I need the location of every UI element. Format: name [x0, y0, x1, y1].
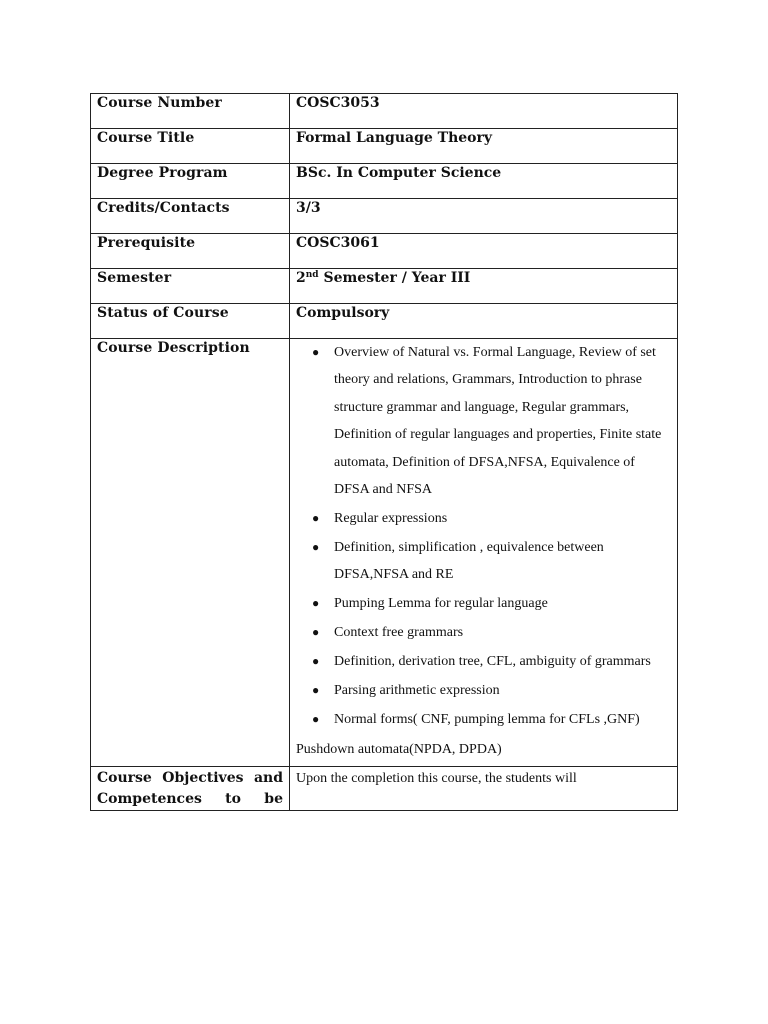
semester-number: 2	[296, 270, 306, 286]
degree-program-label: Degree Program	[91, 164, 290, 199]
status-of-course-label: Status of Course	[91, 304, 290, 339]
list-item	[312, 677, 671, 704]
list-item-text: Definition, derivation tree, CFL, ambiguity of grammars	[334, 654, 651, 670]
list-item-text: Regular expressions	[334, 511, 448, 527]
prerequisite-row	[91, 234, 678, 269]
course-title-row	[91, 129, 678, 164]
list-item	[312, 706, 671, 733]
semester-ordinal-suffix: nd	[305, 270, 319, 280]
credits-contacts-value: 3/3	[290, 199, 678, 234]
semester-row	[91, 269, 678, 304]
bullet-icon: ●	[312, 683, 320, 698]
list-item	[312, 505, 671, 532]
course-info-table	[90, 93, 678, 811]
list-item	[312, 590, 671, 617]
status-of-course-value: Compulsory	[290, 304, 678, 339]
bullet-icon: ●	[312, 625, 320, 640]
bullet-icon: ●	[312, 540, 320, 555]
course-title-label: Course Title	[91, 129, 290, 164]
course-objectives-row	[91, 766, 678, 810]
course-objectives-label: Course Objectives and Competences to be	[91, 766, 290, 810]
list-item	[312, 648, 671, 675]
course-description-list	[296, 339, 671, 734]
list-item-text: Overview of Natural vs. Formal Language, Review of set theory and relations, Grammars, Introduction to phrase structure grammar and language, Regular grammars, Definition of regular languages and properties, Finite state automata, Definition of DFSA,NFSA, Equivalence of DFSA and NFSA	[334, 345, 662, 498]
list-item	[312, 339, 671, 503]
prerequisite-label: Prerequisite	[91, 234, 290, 269]
semester-rest: Semester / Year III	[318, 270, 471, 286]
bullet-icon: ●	[312, 345, 320, 359]
status-of-course-row	[91, 304, 678, 339]
bullet-icon: ●	[312, 511, 320, 526]
bullet-icon: ●	[312, 654, 320, 669]
list-item-text: Context free grammars	[334, 625, 464, 641]
bullet-icon: ●	[312, 596, 320, 611]
course-description-row	[91, 339, 678, 767]
prerequisite-value: COSC3061	[290, 234, 678, 269]
list-item-text: Definition, simplification , equivalence between DFSA,NFSA and RE	[334, 540, 604, 583]
course-description-trailing: Pushdown automata(NPDA, DPDA)	[296, 741, 502, 757]
credits-contacts-row	[91, 199, 678, 234]
list-item	[312, 534, 671, 589]
course-number-label: Course Number	[91, 94, 290, 129]
degree-program-value: BSc. In Computer Science	[290, 164, 678, 199]
course-number-value: COSC3053	[290, 94, 678, 129]
course-title-value: Formal Language Theory	[290, 129, 678, 164]
course-description-value	[290, 339, 678, 767]
semester-label: Semester	[91, 269, 290, 304]
list-item	[312, 619, 671, 646]
degree-program-row	[91, 164, 678, 199]
course-number-row	[91, 94, 678, 129]
course-description-label: Course Description	[91, 339, 290, 767]
credits-contacts-label: Credits/Contacts	[91, 199, 290, 234]
list-item-text: Parsing arithmetic expression	[334, 683, 500, 699]
list-item-text: Pumping Lemma for regular language	[334, 596, 548, 612]
list-item-text: Normal forms( CNF, pumping lemma for CFLs ,GNF)	[334, 712, 640, 728]
course-objectives-value: Upon the completion this course, the students will	[290, 766, 678, 810]
semester-value	[290, 269, 678, 304]
bullet-icon: ●	[312, 712, 320, 727]
